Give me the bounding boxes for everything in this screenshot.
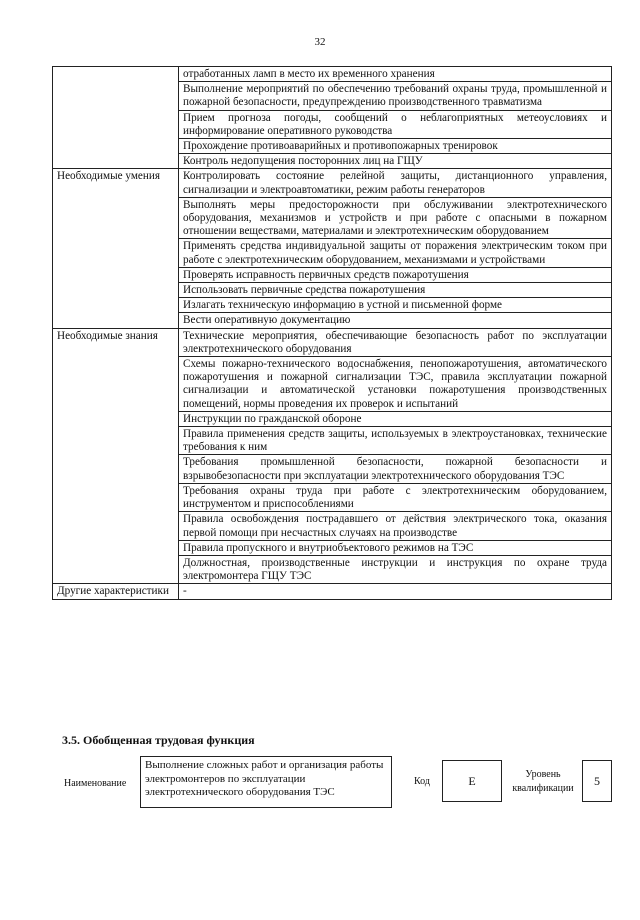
section-heading: 3.5. Обобщенная трудовая функция: [62, 733, 255, 747]
table-cell: Правила применения средств защиты, используемых в электроустановках, технические требования к ним: [179, 427, 612, 455]
table-cell: Правила пропускного и внутриобъектового режимов на ТЭС: [179, 540, 612, 555]
table-row: [53, 328, 612, 356]
level-label: Уровень квалификации: [512, 769, 574, 794]
page-number: 32: [314, 36, 326, 48]
table-cell: Технические мероприятия, обеспечивающие безопасность работ по эксплуатации электротехнического оборудования: [179, 328, 612, 356]
table-row: [53, 169, 612, 197]
table-cell: -: [179, 584, 612, 599]
table-cell: Проверять исправность первичных средств пожаротушения: [179, 267, 612, 282]
name-label: Наименование: [64, 778, 127, 789]
table-cell: Прием прогноза погоды, сообщений о неблагоприятных метеоусловиях и информирование оперативного руководства: [179, 110, 612, 138]
table-cell: Применять средства индивидуальной защиты от поражения электрическим током при работе с электротехническим оборудованием, механизмами и устройствами: [179, 239, 612, 267]
table-cell: Правила освобождения пострадавшего от действия электрического тока, оказания первой помощи при несчастных случаях на производстве: [179, 512, 612, 540]
competency-table: [52, 66, 612, 600]
table-cell: Выполнять меры предосторожности при обслуживании электротехнического оборудования, механизмов и устройств и при работе с опасными в пожарном отношении веществами, материалами и электротехническим оборудованием: [179, 197, 612, 239]
table-cell: Прохождение противоаварийных и противопожарных тренировок: [179, 139, 612, 154]
table-cell: Требования охраны труда при работе с электротехническим оборудованием, инструментом и приспособлениями: [179, 483, 612, 511]
table-cell: отработанных ламп в место их временного хранения: [179, 67, 612, 82]
code-box: E: [442, 760, 502, 802]
table-cell: Инструкции по гражданской обороне: [179, 411, 612, 426]
code-label: Код: [414, 776, 430, 787]
table-cell: Требования промышленной безопасности, пожарной безопасности и взрывобезопасности при эксплуатации электротехнического оборудования ТЭС: [179, 455, 612, 483]
table-cell: Выполнение мероприятий по обеспечению требований охраны труда, промышленной и пожарной безопасности, предупреждению производственного травматизма: [179, 82, 612, 110]
table-row: [53, 584, 612, 599]
table-cell: Контроль недопущения посторонних лиц на ГЩУ: [179, 154, 612, 169]
row-label-other: Другие характеристики: [53, 584, 179, 599]
row-label-knowledge: Необходимые знания: [53, 328, 179, 584]
table-cell: Использовать первичные средства пожаротушения: [179, 283, 612, 298]
row-label-skills: Необходимые умения: [53, 169, 179, 328]
table-row: [53, 67, 612, 82]
table-cell: Контролировать состояние релейной защиты, дистанционного управления, сигнализации и электроавтоматики, режим работы генераторов: [179, 169, 612, 197]
table-cell: Схемы пожарно-технического водоснабжения, пенопожаротушения, автоматического пожаротушения и пожарной сигнализации ТЭС, правила эксплуатации пожарной сигнализации и автоматической установки пожаротушения производственных помещений, нормы проведения их проверок и испытаний: [179, 357, 612, 412]
table-cell: Должностная, производственные инструкции и инструкция по охране труда электромонтера ГЩУ ТЭС: [179, 555, 612, 583]
table-cell: Вести оперативную документацию: [179, 313, 612, 328]
table-cell: Излагать техническую информацию в устной и письменной форме: [179, 298, 612, 313]
row-label: [53, 67, 179, 169]
level-box: 5: [582, 760, 612, 802]
function-name-box: Выполнение сложных работ и организация работы электромонтеров по эксплуатации электротехнического оборудования ТЭС: [140, 756, 392, 808]
